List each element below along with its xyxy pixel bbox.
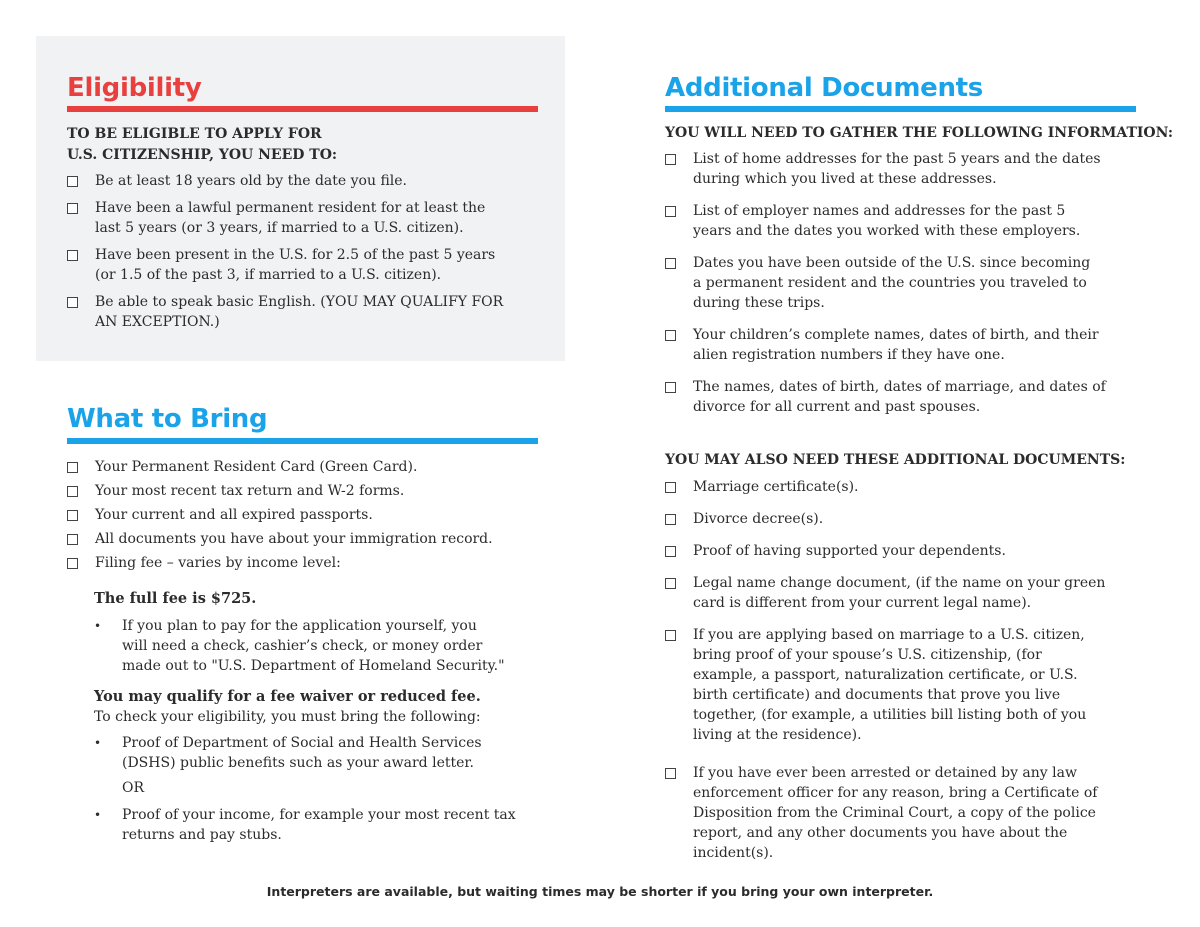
checklist-item-text: Have been present in the U.S. for 2.5 of the past 5 years — [95, 247, 496, 263]
checklist-item — [665, 325, 1106, 365]
fee-payment-bullet — [94, 616, 505, 676]
checklist-item-text: Dates you have been outside of the U.S. since becoming — [693, 255, 1091, 271]
checklist-item-text: together, (for example, a utilities bill listing both of you — [693, 707, 1087, 723]
checklist-item-text: during which you lived at these addresses. — [693, 171, 997, 187]
checklist-item-text: List of employer names and addresses for the past 5 — [693, 203, 1066, 219]
what-to-bring-heading: What to Bring — [67, 404, 268, 434]
additional-documents-checklist — [665, 477, 1105, 863]
checklist-item-text: incident(s). — [693, 845, 774, 861]
checklist-item — [67, 505, 493, 525]
checklist-item — [67, 457, 493, 477]
checklist-item-text: Be at least 18 years old by the date you file. — [95, 173, 407, 189]
checklist-item-text: Disposition from the Criminal Court, a copy of the police — [693, 805, 1096, 821]
checkbox-icon — [67, 534, 78, 545]
checkbox-icon — [67, 462, 78, 473]
checkbox-icon — [67, 486, 78, 497]
checklist-item-text: last 5 years (or 3 years, if married to a U.S. citizen). — [95, 220, 464, 236]
checkbox-icon — [67, 203, 78, 214]
checklist-item-text: living at the residence). — [693, 727, 862, 743]
checklist-item-text: All documents you have about your immigration record. — [95, 531, 493, 547]
or-text: OR — [122, 780, 145, 796]
checkbox-icon — [67, 297, 78, 308]
checklist-item — [665, 201, 1106, 241]
bullet-item-text: will need a check, cashier’s check, or money order — [122, 638, 483, 654]
fee-waiver-heading: You may qualify for a fee waiver or reduced fee. — [94, 688, 481, 705]
footer-note: Interpreters are available, but waiting times may be shorter if you bring your own interpreter. — [266, 884, 934, 899]
bullet-icon: • — [94, 619, 102, 633]
checklist-item-text: Legal name change document, (if the name on your green — [693, 575, 1106, 591]
additional-documents-subhead: YOU MAY ALSO NEED THESE ADDITIONAL DOCUMENTS: — [665, 452, 1126, 468]
checkbox-icon — [665, 768, 676, 779]
gather-information-subhead: YOU WILL NEED TO GATHER THE FOLLOWING INFORMATION: — [665, 125, 1174, 141]
checklist-item — [665, 541, 1105, 561]
bullet-item-text: Proof of your income, for example your most recent tax — [122, 807, 516, 823]
checkbox-icon — [665, 482, 676, 493]
full-fee-text: The full fee is $725. — [94, 590, 257, 607]
checklist-item — [665, 625, 1105, 745]
checklist-item-text: Have been a lawful permanent resident for at least the — [95, 200, 486, 216]
checklist-item — [665, 573, 1105, 613]
checklist-item-text: enforcement officer for any reason, bring a Certificate of — [693, 785, 1098, 801]
checklist-item — [67, 529, 493, 549]
checkbox-icon — [665, 154, 676, 165]
additional-documents-rule — [665, 106, 1136, 112]
checklist-item — [665, 763, 1105, 863]
eligibility-rule — [67, 106, 538, 112]
bullet-item-text: (DSHS) public benefits such as your award letter. — [122, 755, 474, 771]
fee-waiver-intro: To check your eligibility, you must bring the following: — [94, 709, 481, 725]
checklist-item — [67, 171, 503, 191]
checklist-item — [67, 481, 493, 501]
checkbox-icon — [665, 206, 676, 217]
checklist-item — [67, 198, 503, 238]
checklist-item-text: card is different from your current legal name). — [693, 595, 1032, 611]
checklist-item — [665, 253, 1106, 313]
checklist-item-text: birth certificate) and documents that prove you live — [693, 687, 1061, 703]
bullet-icon: • — [94, 736, 102, 750]
checkbox-icon — [665, 258, 676, 269]
eligibility-heading: Eligibility — [67, 73, 202, 103]
eligibility-checklist — [67, 171, 503, 332]
checklist-item-text: divorce for all current and past spouses. — [693, 399, 981, 415]
bullet-item — [94, 733, 482, 773]
checklist-item — [665, 509, 1105, 529]
checkbox-icon — [665, 546, 676, 557]
checklist-item-text: AN EXCEPTION.) — [95, 314, 220, 330]
checkbox-icon — [67, 510, 78, 521]
checkbox-icon — [665, 514, 676, 525]
checklist-item — [67, 553, 493, 573]
checkbox-icon — [665, 578, 676, 589]
checkbox-icon — [665, 330, 676, 341]
checkbox-icon — [67, 176, 78, 187]
checklist-item-text: Your current and all expired passports. — [95, 507, 373, 523]
bullet-item — [94, 805, 516, 845]
waiver-bullet-income — [94, 805, 516, 845]
checklist-item-text: If you are applying based on marriage to a U.S. citizen, — [693, 627, 1085, 643]
checklist-item-text: Be able to speak basic English. (YOU MAY QUALIFY FOR — [95, 294, 504, 310]
checklist-item-text: (or 1.5 of the past 3, if married to a U.S. citizen). — [95, 267, 442, 283]
eligibility-subhead-line-1: TO BE ELIGIBLE TO APPLY FOR — [67, 126, 322, 142]
eligibility-subhead-line-2: U.S. CITIZENSHIP, YOU NEED TO: — [67, 147, 338, 163]
checklist-item-text: years and the dates you worked with these employers. — [693, 223, 1081, 239]
bullet-item — [94, 616, 505, 676]
checkbox-icon — [67, 250, 78, 261]
waiver-bullet-dshs — [94, 733, 482, 773]
checklist-item-text: example, a passport, naturalization certificate, or U.S. — [693, 667, 1078, 683]
checklist-item-text: Your Permanent Resident Card (Green Card). — [95, 459, 418, 475]
checklist-item-text: Your children’s complete names, dates of birth, and their — [693, 327, 1099, 343]
checklist-item-text: a permanent resident and the countries you traveled to — [693, 275, 1087, 291]
bullet-item-text: returns and pay stubs. — [122, 827, 282, 843]
what-to-bring-checklist — [67, 457, 493, 573]
gather-information-checklist — [665, 149, 1106, 417]
checklist-item — [67, 245, 503, 285]
checklist-item-text: List of home addresses for the past 5 years and the dates — [693, 151, 1101, 167]
checklist-item — [665, 149, 1106, 189]
checklist-item-text: Marriage certificate(s). — [693, 479, 859, 495]
checkbox-icon — [67, 558, 78, 569]
checklist-item-text: Proof of having supported your dependents. — [693, 543, 1006, 559]
checklist-item — [665, 477, 1105, 497]
bullet-item-text: Proof of Department of Social and Health Services — [122, 735, 482, 751]
checklist-item — [665, 377, 1106, 417]
checklist-item — [67, 292, 503, 332]
bullet-icon: • — [94, 808, 102, 822]
what-to-bring-rule — [67, 438, 538, 444]
checklist-item-text: Filing fee – varies by income level: — [95, 555, 341, 571]
checklist-item-text: report, and any other documents you have about the — [693, 825, 1068, 841]
checklist-item-text: Divorce decree(s). — [693, 511, 824, 527]
bullet-item-text: made out to "U.S. Department of Homeland Security." — [122, 658, 505, 674]
checklist-item-text: The names, dates of birth, dates of marriage, and dates of — [693, 379, 1106, 395]
checklist-item-text: during these trips. — [693, 295, 825, 311]
checkbox-icon — [665, 382, 676, 393]
additional-documents-heading: Additional Documents — [665, 73, 983, 103]
checklist-item-text: bring proof of your spouse’s U.S. citizenship, (for — [693, 647, 1042, 663]
eligibility-subhead — [67, 124, 337, 166]
checklist-item-text: alien registration numbers if they have one. — [693, 347, 1005, 363]
checkbox-icon — [665, 630, 676, 641]
bullet-item-text: If you plan to pay for the application yourself, you — [122, 618, 477, 634]
checklist-item-text: If you have ever been arrested or detained by any law — [693, 765, 1077, 781]
checklist-item-text: Your most recent tax return and W-2 forms. — [95, 483, 405, 499]
